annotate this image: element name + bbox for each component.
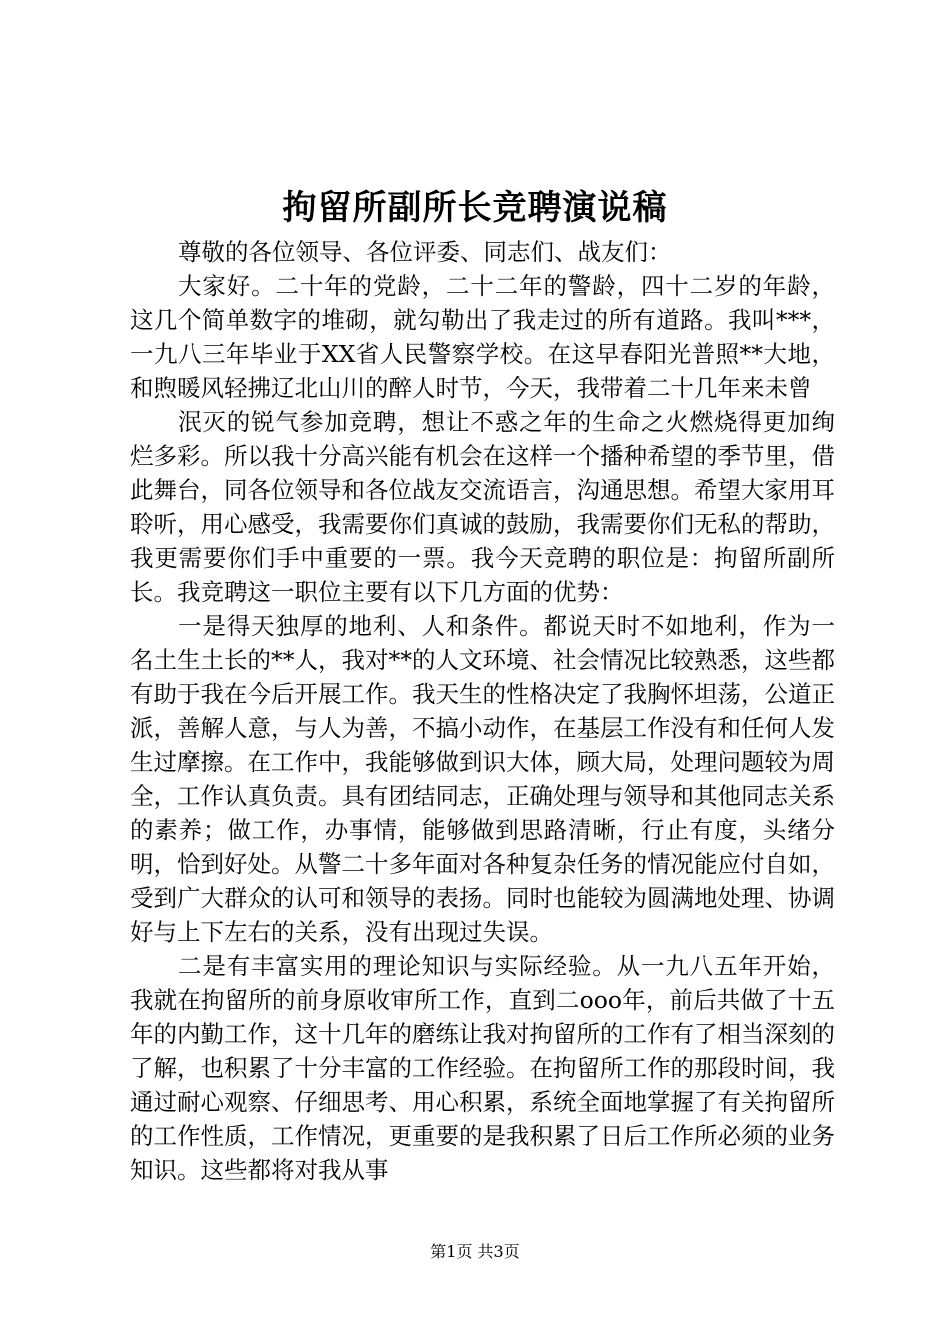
- body-paragraph: 泯灭的锐气参加竞聘，想让不惑之年的生命之火燃烧得更加绚烂多彩。所以我十分高兴能有机会在这样一个播种希望的季节里，借此舞台，同各位领导和各位战友交流语言，沟通思想。希望大家用耳聆听，用心感受，我需要你们真诚的鼓励，我需要你们无私的帮助，我更需要你们手中重要的一票。我今天竞聘的职位是：拘留所副所长。我竞聘这一职位主要有以下几方面的优势：: [130, 408, 835, 606]
- body-paragraph: 一是得天独厚的地利、人和条件。都说天时不如地利，作为一名土生土长的**人，我对**的人文环境、社会情况比较熟悉，这些都有助于我在今后开展工作。我天生的性格决定了我胸怀坦荡，公道正派，善解人意，与人为善，不搞小动作，在基层工作没有和任何人发生过摩擦。在工作中，我能够做到识大体，顾大局，处理问题较为周全，工作认真负责。具有团结同志，正确处理与领导和其他同志关系的素养；做工作，办事情，能够做到思路清晰，行止有度，头绪分明，恰到好处。从警二十多年面对各种复杂任务的情况能应付自如，受到广大群众的认可和领导的表扬。同时也能较为圆满地处理、协调好与上下左右的关系，没有出现过失误。: [130, 612, 835, 946]
- body-paragraph: 二是有丰富实用的理论知识与实际经验。从一九八五年开始，我就在拘留所的前身原收审所工作，直到二ooo年，前后共做了十五年的内勤工作，这十几年的磨练让我对拘留所的工作有了相当深刻的了解，也积累了十分丰富的工作经验。在拘留所工作的那段时间，我通过耐心观察、仔细思考、用心积累，系统全面地掌握了有关拘留所的工作性质，工作情况，更重要的是我积累了日后工作所必须的业务知识。这些都将对我从事: [130, 952, 835, 1184]
- document-title: 拘留所副所长竞聘演说稿: [282, 188, 668, 228]
- page-number-footer: 第1页 共3页: [430, 1242, 520, 1261]
- document-body: [130, 235, 835, 1187]
- salutation-paragraph: 尊敬的各位领导、各位评委、同志们、战友们：: [178, 238, 672, 266]
- body-paragraph: 大家好。二十年的党龄，二十二年的警龄，四十二岁的年龄，这几个简单数字的堆砌，就勾勒出了我走过的所有道路。我叫***，一九八三年毕业于XX省人民警察学校。在这早春阳光普照**大地，和煦暖风轻拂辽北山川的醉人时节，今天，我带着二十几年来未曾: [130, 272, 835, 402]
